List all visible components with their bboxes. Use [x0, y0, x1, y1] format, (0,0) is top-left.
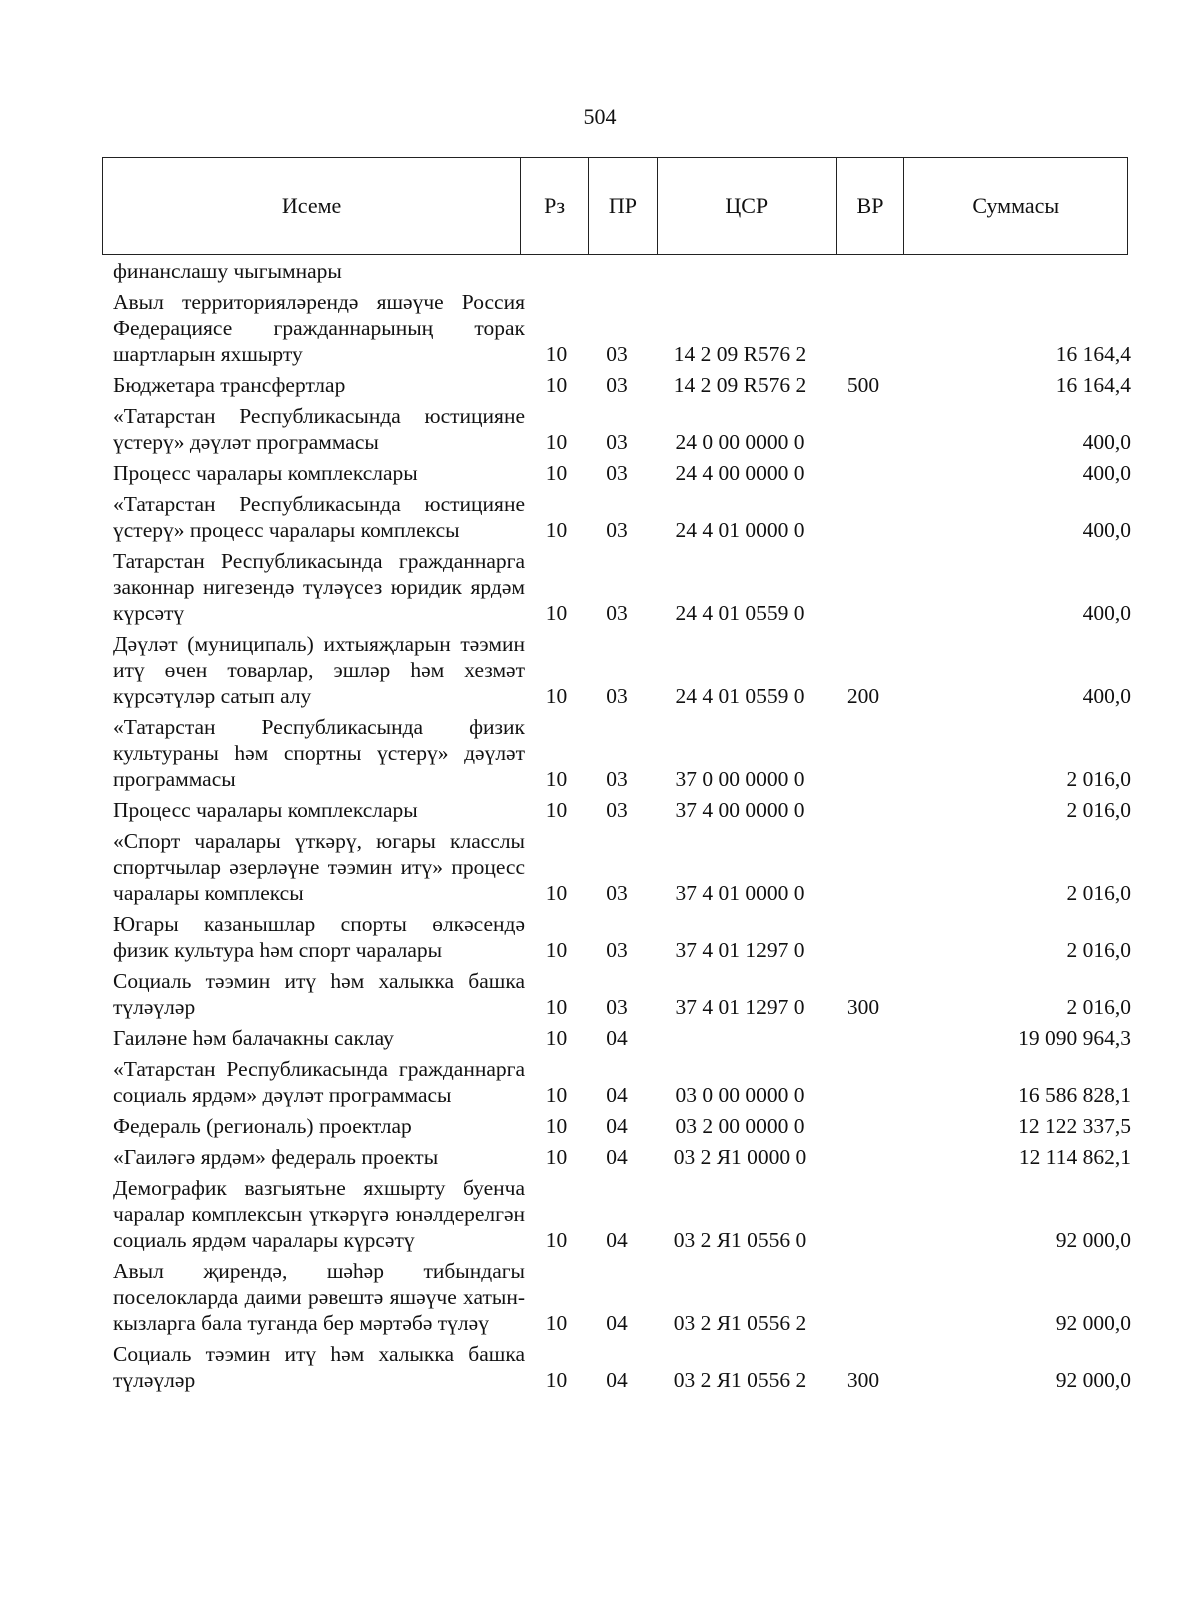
table-row — [113, 403, 1133, 455]
row-rz: 10 — [545, 1311, 568, 1335]
row-rz: 10 — [545, 342, 568, 366]
row-rz: 10 — [545, 1114, 568, 1138]
row-rz: 10 — [545, 1083, 568, 1107]
table-row — [113, 968, 1133, 1020]
row-csr: 14 2 09 R576 2 — [673, 373, 807, 397]
row-pr: 03 — [606, 342, 628, 366]
row-name: Демографик вазгыятьне яхшырту буенча чаралар комплексын үткәрүгә юнәлдерелгән социаль ярдәм чаралары күрсәтү — [113, 1176, 525, 1252]
table-row — [113, 1025, 1133, 1051]
row-csr: 24 4 01 0559 0 — [675, 601, 805, 625]
row-sum: 12 114 862,1 — [1018, 1145, 1131, 1169]
row-pr: 04 — [606, 1026, 628, 1050]
row-csr: 03 2 00 0000 0 — [675, 1114, 805, 1138]
row-name: Бюджетара трансфертлар — [113, 373, 346, 397]
row-name: Гаиләне һәм балачакны саклау — [113, 1026, 394, 1050]
row-pr: 04 — [606, 1368, 628, 1392]
row-pr: 03 — [606, 798, 628, 822]
row-sum: 12 122 337,5 — [1018, 1114, 1131, 1138]
table-row — [113, 1341, 1133, 1393]
row-name: Федераль (региональ) проектлар — [113, 1114, 412, 1138]
row-sum: 2 016,0 — [1066, 995, 1131, 1019]
row-name: «Татарстан Республикасында юстицияне үстерү» дәүләт программасы — [113, 404, 525, 454]
column-header-name: Исеме — [103, 158, 521, 254]
row-csr: 24 4 01 0559 0 — [675, 684, 805, 708]
row-name: Социаль тәэмин итү һәм халыкка башка түләүләр — [113, 969, 525, 1019]
row-sum: 2 016,0 — [1066, 798, 1131, 822]
row-vr: 200 — [846, 684, 880, 708]
table-row — [113, 1144, 1133, 1170]
row-name: финанслашу чыгымнары — [113, 259, 342, 283]
row-name: Процесс чаралары комплекслары — [113, 461, 418, 485]
row-rz: 10 — [545, 1145, 568, 1169]
row-vr: 300 — [846, 995, 880, 1019]
column-header-sum: Суммасы — [972, 193, 1060, 218]
row-pr: 04 — [606, 1145, 628, 1169]
row-csr: 14 2 09 R576 2 — [673, 342, 807, 366]
row-sum: 400,0 — [1082, 430, 1131, 454]
row-pr: 03 — [606, 995, 628, 1019]
table-row — [113, 1258, 1133, 1336]
row-pr: 04 — [606, 1083, 628, 1107]
table-header — [102, 157, 1128, 255]
table-body — [113, 258, 1133, 1398]
table-row — [113, 1113, 1133, 1139]
row-sum: 2 016,0 — [1066, 881, 1131, 905]
row-sum: 16 164,4 — [1055, 342, 1131, 366]
row-csr: 24 4 00 0000 0 — [675, 461, 805, 485]
row-pr: 03 — [606, 373, 628, 397]
row-rz: 10 — [545, 798, 568, 822]
row-pr: 03 — [606, 881, 628, 905]
table-row — [113, 289, 1133, 367]
row-name: Социаль тәэмин итү һәм халыкка башка түләүләр — [113, 1342, 525, 1392]
row-csr: 24 4 01 0000 0 — [675, 518, 805, 542]
row-rz: 10 — [545, 1368, 568, 1392]
row-csr: 37 4 01 1297 0 — [675, 938, 805, 962]
row-csr: 03 2 Я1 0556 2 — [673, 1311, 807, 1335]
row-pr: 04 — [606, 1311, 628, 1335]
row-pr: 03 — [606, 684, 628, 708]
row-rz: 10 — [545, 767, 568, 791]
row-pr: 04 — [606, 1114, 628, 1138]
row-name: «Татарстан Республикасында физик культураны һәм спортны үстерү» дәүләт программасы — [113, 715, 525, 791]
table-row — [113, 631, 1133, 709]
table-row — [113, 491, 1133, 543]
row-pr: 04 — [606, 1228, 628, 1252]
row-rz: 10 — [545, 938, 568, 962]
table-row — [113, 372, 1133, 398]
row-sum: 92 000,0 — [1055, 1368, 1131, 1392]
row-rz: 10 — [545, 373, 568, 397]
row-rz: 10 — [545, 601, 568, 625]
page-number: 504 — [583, 104, 617, 129]
row-name: «Гаиләгә ярдәм» федераль проекты — [113, 1145, 439, 1169]
column-header-vr: ВР — [837, 158, 905, 254]
row-name: «Татарстан Республикасында гражданнарга социаль ярдәм» дәүләт программасы — [113, 1057, 525, 1107]
row-csr: 03 2 Я1 0000 0 — [673, 1145, 807, 1169]
row-vr: 300 — [846, 1368, 880, 1392]
row-name: «Спорт чаралары үткәрү, югары класслы спортчылар әзерләүне тәэмин итү» процесс чаралары комплексы — [113, 829, 525, 905]
row-sum: 2 016,0 — [1066, 938, 1131, 962]
row-sum: 400,0 — [1082, 684, 1131, 708]
row-csr: 03 2 Я1 0556 2 — [673, 1368, 807, 1392]
table-row — [113, 258, 1133, 284]
row-sum: 16 164,4 — [1055, 373, 1131, 397]
row-name: Авыл җирендә, шәһәр тибындагы поселокларда даими рәвештә яшәүче хатын-кызларга бала туганда бер мәртәбә түләү — [113, 1259, 525, 1335]
row-rz: 10 — [545, 1026, 568, 1050]
row-sum: 92 000,0 — [1055, 1228, 1131, 1252]
row-pr: 03 — [606, 767, 628, 791]
row-sum: 19 090 964,3 — [1018, 1026, 1131, 1050]
row-rz: 10 — [545, 518, 568, 542]
row-pr: 03 — [606, 430, 628, 454]
column-header-pr: ПР — [589, 158, 658, 254]
row-rz: 10 — [545, 684, 568, 708]
table-row — [113, 460, 1133, 486]
row-sum: 16 586 828,1 — [1018, 1083, 1131, 1107]
row-name: Процесс чаралары комплекслары — [113, 798, 418, 822]
column-header-rz: Рз — [521, 158, 589, 254]
row-pr: 03 — [606, 938, 628, 962]
row-sum: 400,0 — [1082, 601, 1131, 625]
row-pr: 03 — [606, 518, 628, 542]
row-csr: 24 0 00 0000 0 — [675, 430, 805, 454]
row-name: «Татарстан Республикасында юстицияне үстерү» процесс чаралары комплексы — [113, 492, 525, 542]
table-row — [113, 828, 1133, 906]
row-csr: 37 0 00 0000 0 — [675, 767, 805, 791]
row-sum: 92 000,0 — [1055, 1311, 1131, 1335]
row-pr: 03 — [606, 601, 628, 625]
table-row — [113, 714, 1133, 792]
column-header-csr: ЦСР — [658, 158, 837, 254]
row-vr: 500 — [846, 373, 880, 397]
row-name: Югары казанышлар спорты өлкәсендә физик культура һәм спорт чаралары — [113, 912, 525, 962]
table-row — [113, 548, 1133, 626]
row-csr: 37 4 01 1297 0 — [675, 995, 805, 1019]
row-rz: 10 — [545, 430, 568, 454]
row-pr: 03 — [606, 461, 628, 485]
row-csr: 03 2 Я1 0556 0 — [673, 1228, 807, 1252]
row-name: Татарстан Республикасында гражданнарга законнар нигезендә түләүсез юридик ярдәм күрсәтү — [113, 549, 525, 625]
table-row — [113, 797, 1133, 823]
table-row — [113, 1175, 1133, 1253]
row-csr: 03 0 00 0000 0 — [675, 1083, 805, 1107]
table-row — [113, 911, 1133, 963]
table-row — [113, 1056, 1133, 1108]
row-csr: 37 4 01 0000 0 — [675, 881, 805, 905]
row-name: Авыл территорияләрендә яшәүче Россия Федерациясе гражданнарының торак шартларын яхшырту — [113, 290, 525, 366]
row-rz: 10 — [545, 461, 568, 485]
row-name: Дәүләт (муниципаль) ихтыяҗларын тәэмин итү өчен товарлар, эшләр һәм хезмәт күрсәтүләр сатып алу — [113, 632, 525, 708]
row-rz: 10 — [545, 881, 568, 905]
row-rz: 10 — [545, 995, 568, 1019]
row-sum: 2 016,0 — [1066, 767, 1131, 791]
row-csr: 37 4 00 0000 0 — [675, 798, 805, 822]
row-sum: 400,0 — [1082, 461, 1131, 485]
row-rz: 10 — [545, 1228, 568, 1252]
row-sum: 400,0 — [1082, 518, 1131, 542]
